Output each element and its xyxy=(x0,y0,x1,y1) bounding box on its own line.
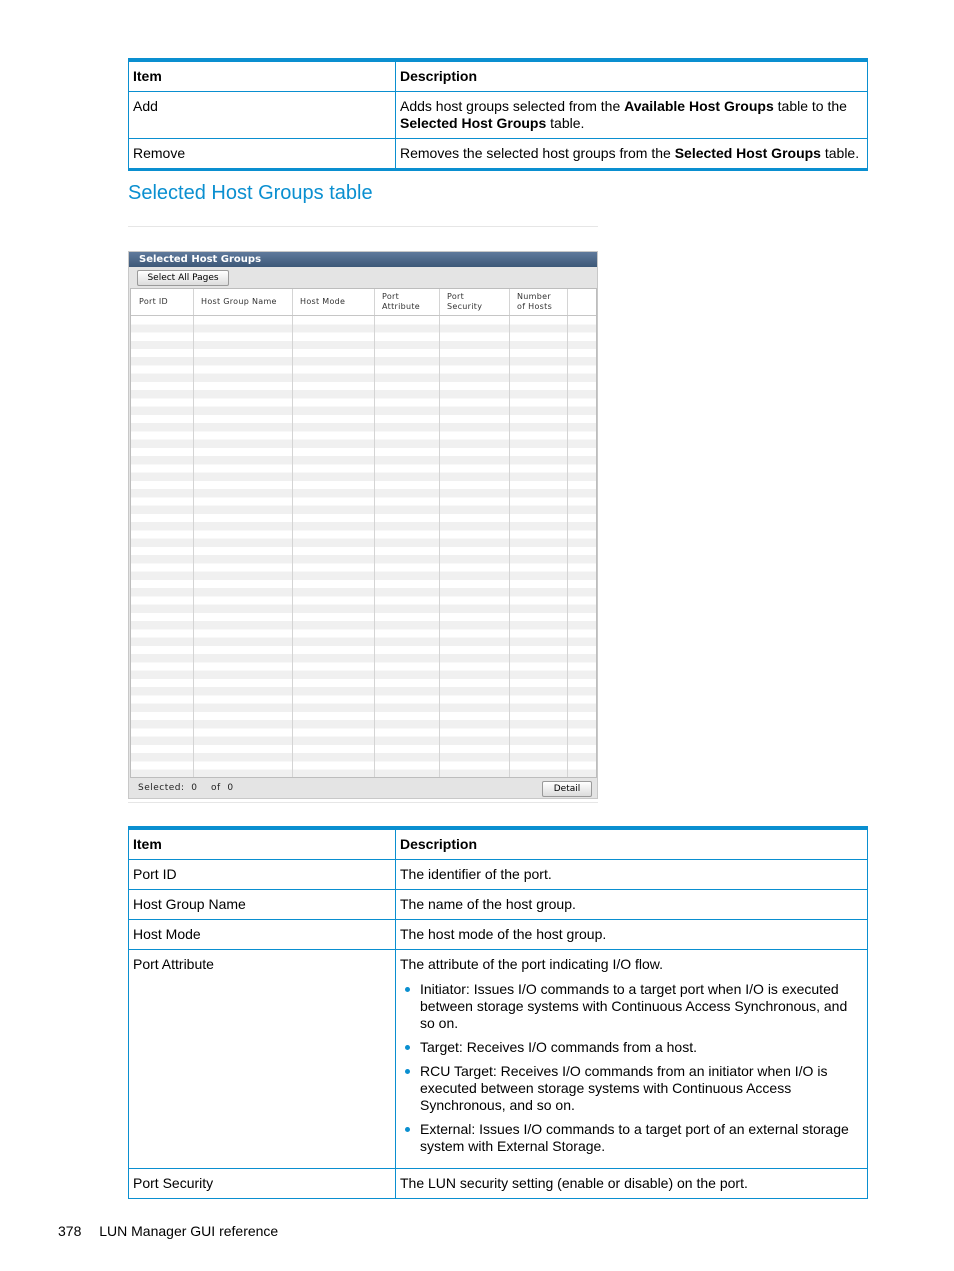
panel-title: Selected Host Groups xyxy=(129,252,597,267)
table-header-row xyxy=(129,828,868,860)
list-item: Target: Receives I/O commands from a host. xyxy=(420,1039,863,1056)
host-groups-grid xyxy=(130,288,597,778)
table-row xyxy=(129,890,868,920)
selected-label: Selected: xyxy=(138,783,185,793)
page-number: 378 xyxy=(58,1223,82,1239)
desc-text: The attribute of the port indicating I/O flow. xyxy=(400,956,664,972)
table-row xyxy=(129,920,868,950)
column-divider xyxy=(292,289,293,315)
desc-text: table. xyxy=(546,115,585,131)
header-item: Item xyxy=(129,828,396,860)
table-row xyxy=(129,139,868,170)
total-count: 0 xyxy=(227,783,234,793)
column-host-mode[interactable]: Host Mode xyxy=(300,297,346,306)
divider xyxy=(128,226,598,227)
row-item: Port Attribute xyxy=(129,950,396,1169)
desc-bold: Selected Host Groups xyxy=(674,145,821,161)
selected-host-groups-panel xyxy=(128,251,598,799)
row-description: The name of the host group. xyxy=(396,890,868,920)
column-divider xyxy=(374,316,375,778)
grid-header xyxy=(131,289,596,316)
column-host-group-name[interactable]: Host Group Name xyxy=(201,297,277,306)
table-row xyxy=(129,860,868,890)
table-row xyxy=(129,92,868,139)
page-footer xyxy=(58,1223,278,1239)
list-item: Initiator: Issues I/O commands to a target port when I/O is executed between storage systems with Continuous Access Synchronous, and so on. xyxy=(420,981,863,1032)
column-divider xyxy=(374,289,375,315)
desc-bold: Selected Host Groups xyxy=(400,115,547,131)
grid-rows xyxy=(131,316,596,778)
table-row xyxy=(129,1169,868,1199)
column-divider xyxy=(193,316,194,778)
row-item: Port Security xyxy=(129,1169,396,1199)
detail-button[interactable]: Detail xyxy=(542,781,592,797)
row-description: The host mode of the host group. xyxy=(396,920,868,950)
bullet-list xyxy=(400,981,863,1155)
column-divider xyxy=(439,289,440,315)
section-title: Selected Host Groups table xyxy=(128,182,373,204)
row-description: The identifier of the port. xyxy=(396,860,868,890)
select-all-pages-button[interactable]: Select All Pages xyxy=(137,270,229,286)
row-item: Port ID xyxy=(129,860,396,890)
divider xyxy=(128,802,598,803)
desc-bold: Available Host Groups xyxy=(624,98,774,114)
column-port-security[interactable]: Port Security xyxy=(447,292,483,311)
table-row xyxy=(129,950,868,1169)
row-description xyxy=(396,139,868,170)
row-description xyxy=(396,92,868,139)
header-item: Item xyxy=(129,60,396,92)
header-description: Description xyxy=(396,828,868,860)
column-port-attribute[interactable]: Port Attribute xyxy=(382,292,421,311)
table-header-row xyxy=(129,60,868,92)
list-item: External: Issues I/O commands to a target port of an external storage system with External Storage. xyxy=(420,1121,863,1155)
column-divider xyxy=(567,316,568,778)
row-description: The LUN security setting (enable or disable) on the port. xyxy=(396,1169,868,1199)
desc-text: Adds host groups selected from the xyxy=(400,98,625,114)
header-description: Description xyxy=(396,60,868,92)
column-divider xyxy=(509,316,510,778)
column-divider xyxy=(193,289,194,315)
item-description-table-2 xyxy=(128,826,868,1199)
desc-text: Removes the selected host groups from the xyxy=(400,145,675,161)
item-description-table-1 xyxy=(128,58,868,171)
column-divider xyxy=(567,289,568,315)
row-item: Host Mode xyxy=(129,920,396,950)
of-label: of xyxy=(210,783,221,793)
row-item: Host Group Name xyxy=(129,890,396,920)
column-port-id[interactable]: Port ID xyxy=(139,297,169,306)
selection-status xyxy=(138,783,234,793)
column-divider xyxy=(439,316,440,778)
row-item: Add xyxy=(129,92,396,139)
desc-text: table. xyxy=(820,145,860,161)
row-item: Remove xyxy=(129,139,396,170)
selected-count: 0 xyxy=(191,783,198,793)
list-item: RCU Target: Receives I/O commands from an initiator when I/O is executed between storage systems with Continuous Access Synchronous, and so on. xyxy=(420,1063,863,1114)
column-number-of-hosts[interactable]: Number of Hosts xyxy=(517,292,553,311)
column-divider xyxy=(509,289,510,315)
footer-title: LUN Manager GUI reference xyxy=(99,1223,279,1239)
desc-text: table to the xyxy=(773,98,847,114)
row-description xyxy=(396,950,868,1169)
column-divider xyxy=(292,316,293,778)
